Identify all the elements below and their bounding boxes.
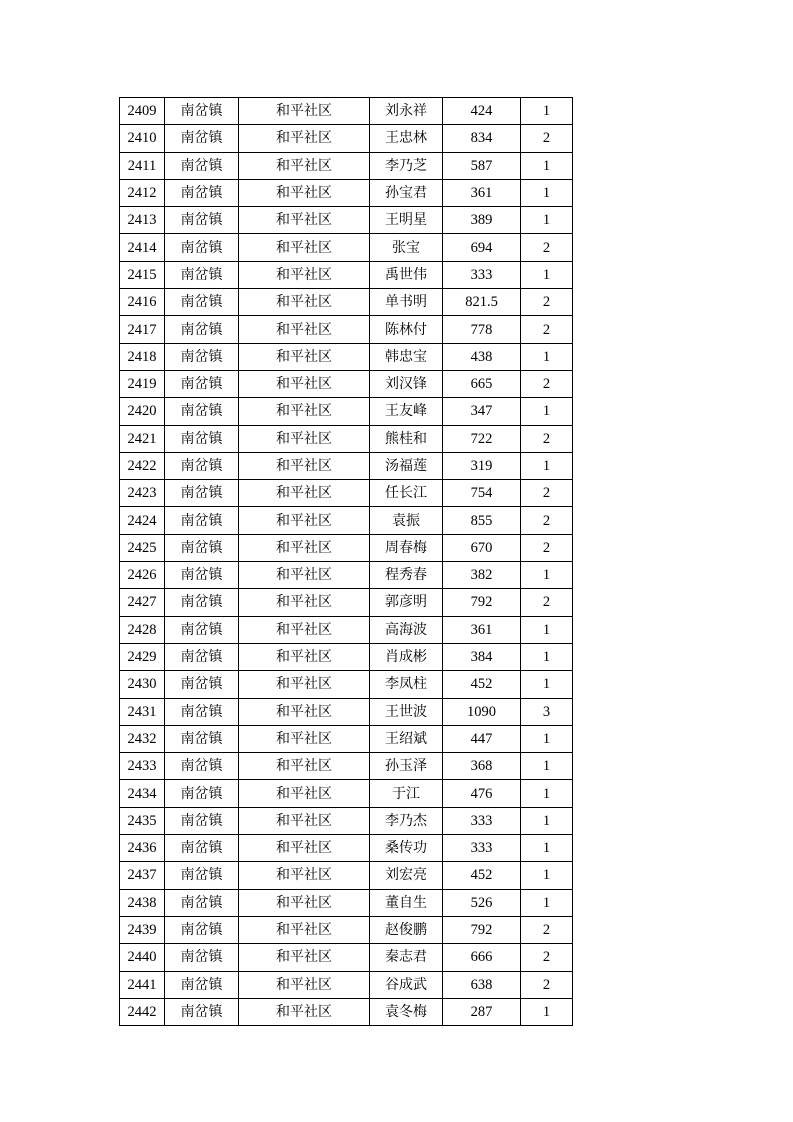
amount-cell: 452 bbox=[443, 671, 521, 698]
seq-number-cell: 2417 bbox=[120, 316, 165, 343]
town-cell: 南岔镇 bbox=[165, 234, 239, 261]
town-cell: 南岔镇 bbox=[165, 643, 239, 670]
name-cell: 高海波 bbox=[370, 616, 443, 643]
table-row bbox=[120, 534, 573, 561]
table-row bbox=[120, 207, 573, 234]
amount-cell: 438 bbox=[443, 343, 521, 370]
amount-cell: 382 bbox=[443, 562, 521, 589]
table-row bbox=[120, 179, 573, 206]
name-cell: 李乃芝 bbox=[370, 152, 443, 179]
count-cell: 2 bbox=[521, 534, 573, 561]
seq-number-cell: 2439 bbox=[120, 916, 165, 943]
amount-cell: 452 bbox=[443, 862, 521, 889]
name-cell: 禹世伟 bbox=[370, 261, 443, 288]
amount-cell: 389 bbox=[443, 207, 521, 234]
count-cell: 2 bbox=[521, 370, 573, 397]
amount-cell: 821.5 bbox=[443, 289, 521, 316]
record-table-body bbox=[120, 98, 573, 1026]
name-cell: 王世波 bbox=[370, 698, 443, 725]
town-cell: 南岔镇 bbox=[165, 534, 239, 561]
town-cell: 南岔镇 bbox=[165, 207, 239, 234]
seq-number-cell: 2441 bbox=[120, 971, 165, 998]
table-row bbox=[120, 916, 573, 943]
amount-cell: 1090 bbox=[443, 698, 521, 725]
seq-number-cell: 2421 bbox=[120, 425, 165, 452]
count-cell: 1 bbox=[521, 207, 573, 234]
name-cell: 王忠林 bbox=[370, 125, 443, 152]
count-cell: 1 bbox=[521, 343, 573, 370]
amount-cell: 666 bbox=[443, 944, 521, 971]
name-cell: 王明星 bbox=[370, 207, 443, 234]
count-cell: 2 bbox=[521, 944, 573, 971]
amount-cell: 333 bbox=[443, 807, 521, 834]
table-row bbox=[120, 616, 573, 643]
town-cell: 南岔镇 bbox=[165, 370, 239, 397]
community-cell: 和平社区 bbox=[239, 370, 370, 397]
community-cell: 和平社区 bbox=[239, 152, 370, 179]
count-cell: 1 bbox=[521, 835, 573, 862]
community-cell: 和平社区 bbox=[239, 889, 370, 916]
count-cell: 2 bbox=[521, 916, 573, 943]
seq-number-cell: 2409 bbox=[120, 98, 165, 125]
name-cell: 王友峰 bbox=[370, 398, 443, 425]
name-cell: 董自生 bbox=[370, 889, 443, 916]
town-cell: 南岔镇 bbox=[165, 998, 239, 1025]
count-cell: 1 bbox=[521, 562, 573, 589]
amount-cell: 722 bbox=[443, 425, 521, 452]
count-cell: 1 bbox=[521, 179, 573, 206]
count-cell: 3 bbox=[521, 698, 573, 725]
count-cell: 1 bbox=[521, 398, 573, 425]
seq-number-cell: 2416 bbox=[120, 289, 165, 316]
count-cell: 2 bbox=[521, 234, 573, 261]
name-cell: 桑传功 bbox=[370, 835, 443, 862]
amount-cell: 792 bbox=[443, 916, 521, 943]
amount-cell: 526 bbox=[443, 889, 521, 916]
name-cell: 郭彦明 bbox=[370, 589, 443, 616]
seq-number-cell: 2442 bbox=[120, 998, 165, 1025]
table-row bbox=[120, 152, 573, 179]
table-row bbox=[120, 125, 573, 152]
town-cell: 南岔镇 bbox=[165, 98, 239, 125]
count-cell: 1 bbox=[521, 780, 573, 807]
seq-number-cell: 2429 bbox=[120, 643, 165, 670]
seq-number-cell: 2422 bbox=[120, 452, 165, 479]
seq-number-cell: 2414 bbox=[120, 234, 165, 261]
seq-number-cell: 2418 bbox=[120, 343, 165, 370]
count-cell: 1 bbox=[521, 98, 573, 125]
community-cell: 和平社区 bbox=[239, 807, 370, 834]
table-row bbox=[120, 753, 573, 780]
community-cell: 和平社区 bbox=[239, 780, 370, 807]
community-cell: 和平社区 bbox=[239, 971, 370, 998]
name-cell: 单书明 bbox=[370, 289, 443, 316]
count-cell: 2 bbox=[521, 507, 573, 534]
count-cell: 1 bbox=[521, 616, 573, 643]
community-cell: 和平社区 bbox=[239, 616, 370, 643]
table-row bbox=[120, 452, 573, 479]
name-cell: 张宝 bbox=[370, 234, 443, 261]
amount-cell: 587 bbox=[443, 152, 521, 179]
table-row bbox=[120, 671, 573, 698]
town-cell: 南岔镇 bbox=[165, 343, 239, 370]
name-cell: 李乃杰 bbox=[370, 807, 443, 834]
community-cell: 和平社区 bbox=[239, 944, 370, 971]
name-cell: 刘汉锋 bbox=[370, 370, 443, 397]
table-row bbox=[120, 234, 573, 261]
community-cell: 和平社区 bbox=[239, 671, 370, 698]
community-cell: 和平社区 bbox=[239, 425, 370, 452]
name-cell: 熊桂和 bbox=[370, 425, 443, 452]
amount-cell: 754 bbox=[443, 480, 521, 507]
community-cell: 和平社区 bbox=[239, 998, 370, 1025]
amount-cell: 855 bbox=[443, 507, 521, 534]
count-cell: 1 bbox=[521, 753, 573, 780]
table-row bbox=[120, 507, 573, 534]
seq-number-cell: 2430 bbox=[120, 671, 165, 698]
town-cell: 南岔镇 bbox=[165, 889, 239, 916]
seq-number-cell: 2432 bbox=[120, 725, 165, 752]
community-cell: 和平社区 bbox=[239, 835, 370, 862]
seq-number-cell: 2419 bbox=[120, 370, 165, 397]
town-cell: 南岔镇 bbox=[165, 780, 239, 807]
seq-number-cell: 2438 bbox=[120, 889, 165, 916]
name-cell: 韩忠宝 bbox=[370, 343, 443, 370]
community-cell: 和平社区 bbox=[239, 452, 370, 479]
town-cell: 南岔镇 bbox=[165, 753, 239, 780]
count-cell: 1 bbox=[521, 643, 573, 670]
table-row bbox=[120, 643, 573, 670]
count-cell: 1 bbox=[521, 452, 573, 479]
community-cell: 和平社区 bbox=[239, 316, 370, 343]
amount-cell: 694 bbox=[443, 234, 521, 261]
seq-number-cell: 2435 bbox=[120, 807, 165, 834]
count-cell: 1 bbox=[521, 152, 573, 179]
count-cell: 1 bbox=[521, 889, 573, 916]
table-row bbox=[120, 289, 573, 316]
table-row bbox=[120, 944, 573, 971]
town-cell: 南岔镇 bbox=[165, 562, 239, 589]
community-cell: 和平社区 bbox=[239, 534, 370, 561]
table-row bbox=[120, 316, 573, 343]
name-cell: 陈林付 bbox=[370, 316, 443, 343]
town-cell: 南岔镇 bbox=[165, 616, 239, 643]
seq-number-cell: 2410 bbox=[120, 125, 165, 152]
town-cell: 南岔镇 bbox=[165, 944, 239, 971]
count-cell: 2 bbox=[521, 589, 573, 616]
amount-cell: 670 bbox=[443, 534, 521, 561]
amount-cell: 834 bbox=[443, 125, 521, 152]
town-cell: 南岔镇 bbox=[165, 916, 239, 943]
table-row bbox=[120, 343, 573, 370]
seq-number-cell: 2413 bbox=[120, 207, 165, 234]
amount-cell: 287 bbox=[443, 998, 521, 1025]
community-cell: 和平社区 bbox=[239, 916, 370, 943]
seq-number-cell: 2433 bbox=[120, 753, 165, 780]
amount-cell: 347 bbox=[443, 398, 521, 425]
seq-number-cell: 2425 bbox=[120, 534, 165, 561]
count-cell: 2 bbox=[521, 971, 573, 998]
amount-cell: 361 bbox=[443, 616, 521, 643]
count-cell: 2 bbox=[521, 316, 573, 343]
community-cell: 和平社区 bbox=[239, 343, 370, 370]
table-row bbox=[120, 971, 573, 998]
name-cell: 任长江 bbox=[370, 480, 443, 507]
name-cell: 周春梅 bbox=[370, 534, 443, 561]
count-cell: 1 bbox=[521, 725, 573, 752]
count-cell: 1 bbox=[521, 998, 573, 1025]
table-row bbox=[120, 398, 573, 425]
name-cell: 程秀春 bbox=[370, 562, 443, 589]
count-cell: 2 bbox=[521, 480, 573, 507]
seq-number-cell: 2420 bbox=[120, 398, 165, 425]
name-cell: 孙玉泽 bbox=[370, 753, 443, 780]
seq-number-cell: 2440 bbox=[120, 944, 165, 971]
count-cell: 2 bbox=[521, 125, 573, 152]
name-cell: 秦志君 bbox=[370, 944, 443, 971]
amount-cell: 447 bbox=[443, 725, 521, 752]
amount-cell: 792 bbox=[443, 589, 521, 616]
name-cell: 肖成彬 bbox=[370, 643, 443, 670]
town-cell: 南岔镇 bbox=[165, 698, 239, 725]
seq-number-cell: 2431 bbox=[120, 698, 165, 725]
name-cell: 刘永祥 bbox=[370, 98, 443, 125]
amount-cell: 778 bbox=[443, 316, 521, 343]
town-cell: 南岔镇 bbox=[165, 589, 239, 616]
town-cell: 南岔镇 bbox=[165, 480, 239, 507]
community-cell: 和平社区 bbox=[239, 179, 370, 206]
town-cell: 南岔镇 bbox=[165, 125, 239, 152]
town-cell: 南岔镇 bbox=[165, 862, 239, 889]
community-cell: 和平社区 bbox=[239, 289, 370, 316]
town-cell: 南岔镇 bbox=[165, 289, 239, 316]
name-cell: 李凤柱 bbox=[370, 671, 443, 698]
seq-number-cell: 2427 bbox=[120, 589, 165, 616]
town-cell: 南岔镇 bbox=[165, 152, 239, 179]
table-row bbox=[120, 862, 573, 889]
seq-number-cell: 2426 bbox=[120, 562, 165, 589]
name-cell: 汤福莲 bbox=[370, 452, 443, 479]
community-cell: 和平社区 bbox=[239, 234, 370, 261]
town-cell: 南岔镇 bbox=[165, 425, 239, 452]
community-cell: 和平社区 bbox=[239, 207, 370, 234]
table-row bbox=[120, 370, 573, 397]
name-cell: 谷成武 bbox=[370, 971, 443, 998]
town-cell: 南岔镇 bbox=[165, 835, 239, 862]
count-cell: 1 bbox=[521, 862, 573, 889]
seq-number-cell: 2412 bbox=[120, 179, 165, 206]
name-cell: 王绍斌 bbox=[370, 725, 443, 752]
town-cell: 南岔镇 bbox=[165, 261, 239, 288]
community-cell: 和平社区 bbox=[239, 98, 370, 125]
amount-cell: 361 bbox=[443, 179, 521, 206]
name-cell: 于江 bbox=[370, 780, 443, 807]
community-cell: 和平社区 bbox=[239, 125, 370, 152]
table-row bbox=[120, 480, 573, 507]
seq-number-cell: 2434 bbox=[120, 780, 165, 807]
amount-cell: 333 bbox=[443, 261, 521, 288]
town-cell: 南岔镇 bbox=[165, 179, 239, 206]
table-row bbox=[120, 807, 573, 834]
name-cell: 袁冬梅 bbox=[370, 998, 443, 1025]
table-row bbox=[120, 998, 573, 1025]
name-cell: 孙宝君 bbox=[370, 179, 443, 206]
seq-number-cell: 2423 bbox=[120, 480, 165, 507]
town-cell: 南岔镇 bbox=[165, 807, 239, 834]
community-cell: 和平社区 bbox=[239, 507, 370, 534]
amount-cell: 319 bbox=[443, 452, 521, 479]
town-cell: 南岔镇 bbox=[165, 725, 239, 752]
amount-cell: 368 bbox=[443, 753, 521, 780]
amount-cell: 333 bbox=[443, 835, 521, 862]
town-cell: 南岔镇 bbox=[165, 316, 239, 343]
count-cell: 2 bbox=[521, 425, 573, 452]
table-row bbox=[120, 562, 573, 589]
count-cell: 1 bbox=[521, 807, 573, 834]
table-row bbox=[120, 835, 573, 862]
seq-number-cell: 2415 bbox=[120, 261, 165, 288]
town-cell: 南岔镇 bbox=[165, 452, 239, 479]
table-row bbox=[120, 98, 573, 125]
amount-cell: 384 bbox=[443, 643, 521, 670]
community-cell: 和平社区 bbox=[239, 261, 370, 288]
table-row bbox=[120, 698, 573, 725]
community-cell: 和平社区 bbox=[239, 698, 370, 725]
community-cell: 和平社区 bbox=[239, 562, 370, 589]
amount-cell: 665 bbox=[443, 370, 521, 397]
table-row bbox=[120, 261, 573, 288]
town-cell: 南岔镇 bbox=[165, 671, 239, 698]
name-cell: 袁振 bbox=[370, 507, 443, 534]
count-cell: 2 bbox=[521, 289, 573, 316]
table-row bbox=[120, 780, 573, 807]
community-cell: 和平社区 bbox=[239, 753, 370, 780]
record-table bbox=[119, 97, 573, 1026]
table-row bbox=[120, 889, 573, 916]
community-cell: 和平社区 bbox=[239, 643, 370, 670]
community-cell: 和平社区 bbox=[239, 589, 370, 616]
amount-cell: 424 bbox=[443, 98, 521, 125]
count-cell: 1 bbox=[521, 671, 573, 698]
community-cell: 和平社区 bbox=[239, 725, 370, 752]
seq-number-cell: 2437 bbox=[120, 862, 165, 889]
amount-cell: 638 bbox=[443, 971, 521, 998]
community-cell: 和平社区 bbox=[239, 398, 370, 425]
table-row bbox=[120, 725, 573, 752]
seq-number-cell: 2424 bbox=[120, 507, 165, 534]
count-cell: 1 bbox=[521, 261, 573, 288]
town-cell: 南岔镇 bbox=[165, 971, 239, 998]
town-cell: 南岔镇 bbox=[165, 398, 239, 425]
town-cell: 南岔镇 bbox=[165, 507, 239, 534]
name-cell: 赵俊鹏 bbox=[370, 916, 443, 943]
seq-number-cell: 2411 bbox=[120, 152, 165, 179]
table-row bbox=[120, 589, 573, 616]
community-cell: 和平社区 bbox=[239, 862, 370, 889]
community-cell: 和平社区 bbox=[239, 480, 370, 507]
table-row bbox=[120, 425, 573, 452]
seq-number-cell: 2436 bbox=[120, 835, 165, 862]
amount-cell: 476 bbox=[443, 780, 521, 807]
seq-number-cell: 2428 bbox=[120, 616, 165, 643]
name-cell: 刘宏亮 bbox=[370, 862, 443, 889]
